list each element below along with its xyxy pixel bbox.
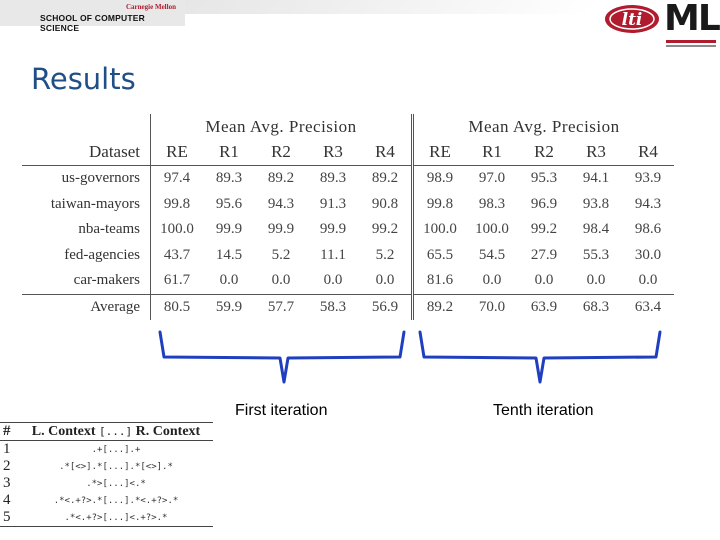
ctx-header: [19, 423, 213, 441]
average-cell: 57.7: [255, 294, 307, 320]
dataset-name: us-governors: [22, 166, 151, 192]
col-header: R2: [271, 142, 291, 162]
value-cell: 11.1: [320, 246, 346, 263]
value-cell: 98.4: [582, 221, 610, 238]
average-label: Average: [22, 294, 151, 320]
value-cell: 0.0: [219, 272, 239, 289]
ctx-row: [0, 458, 213, 475]
col-header: R3: [586, 142, 606, 162]
lti-logo: [604, 4, 660, 34]
first-iteration-label: First iteration: [235, 402, 328, 419]
value-cell: 97.4: [151, 166, 204, 192]
right-context-header: R. Context: [135, 423, 201, 439]
value-cell: 95.6: [215, 195, 243, 212]
table-row: [22, 268, 674, 294]
value-cell: 89.2: [255, 166, 307, 192]
value-cell: 5.2: [271, 246, 291, 263]
value-cell: 99.8: [151, 192, 204, 218]
average-cell: 70.0: [466, 294, 518, 320]
ml-logo-text: ML: [664, 0, 719, 39]
value-cell: 100.0: [413, 217, 467, 243]
ctx-row: [0, 441, 213, 459]
value-cell: 0.0: [586, 272, 606, 289]
value-cell: 5.2: [375, 246, 395, 263]
value-cell: 96.9: [530, 195, 558, 212]
value-cell: 30.0: [634, 246, 662, 263]
ctx-row-num: 3: [3, 475, 11, 491]
value-cell: 99.2: [371, 221, 399, 238]
group-header-first: Mean Avg. Precision: [151, 114, 413, 140]
value-cell: 99.9: [215, 221, 243, 238]
value-cell: 81.6: [413, 268, 467, 294]
corner-cell: [22, 114, 151, 140]
school-name: SCHOOL OF COMPUTER SCIENCE: [40, 13, 145, 33]
value-cell: 14.5: [215, 246, 243, 263]
ml-logo-stripe: [666, 40, 716, 43]
value-cell: 100.0: [475, 221, 509, 238]
table-row: [22, 166, 674, 192]
col-header: R4: [638, 142, 658, 162]
value-cell: 55.3: [582, 246, 610, 263]
value-cell: 94.1: [570, 166, 622, 192]
value-cell: 91.3: [319, 195, 347, 212]
results-table: [22, 114, 674, 320]
table-row: [22, 217, 674, 243]
average-cell: 63.4: [622, 294, 674, 320]
ctx-row-num: 2: [3, 458, 11, 474]
cmu-wordmark: Carnegie Mellon: [126, 3, 176, 11]
ctx-row-num: 1: [3, 441, 11, 457]
average-row: [22, 294, 674, 320]
ctx-pattern: .*<.+?>[...]<.+?>.*: [19, 509, 213, 527]
ml-logo: [664, 0, 719, 48]
average-cell: 89.2: [413, 294, 467, 320]
tenth-iteration-bracket: [420, 332, 660, 382]
ctx-num-header: #: [0, 423, 19, 441]
value-cell: 0.0: [482, 272, 502, 289]
ctx-row: [0, 475, 213, 492]
dataset-name: nba-teams: [78, 221, 140, 238]
cmu-logo-block: [0, 0, 185, 33]
table-row: [22, 192, 674, 218]
value-cell: 43.7: [151, 243, 204, 269]
average-cell: 63.9: [518, 294, 570, 320]
context-patterns-table: [0, 422, 213, 527]
dataset-name: taiwan-mayors: [50, 195, 140, 212]
value-cell: 89.2: [359, 166, 413, 192]
dataset-name: car-makers: [73, 272, 140, 289]
value-cell: 0.0: [271, 272, 291, 289]
col-header: R1: [219, 142, 239, 162]
value-cell: 97.0: [466, 166, 518, 192]
value-cell: 94.3: [267, 195, 295, 212]
value-cell: 98.3: [478, 195, 506, 212]
value-cell: 100.0: [151, 217, 204, 243]
value-cell: 98.9: [413, 166, 467, 192]
table-row: [22, 243, 674, 269]
ctx-row-num: 4: [3, 492, 11, 508]
ctx-pattern: .*>[...]<.*: [86, 478, 146, 489]
ctx-row-num: 5: [0, 509, 19, 527]
average-cell: 56.9: [359, 294, 413, 320]
left-context-header: L. Context: [31, 423, 96, 439]
ctx-pattern: .+[...].+: [91, 444, 141, 455]
dataset-header: Dataset: [89, 142, 140, 162]
col-header: R3: [323, 142, 343, 162]
value-cell: 99.2: [530, 221, 558, 238]
value-cell: 99.9: [267, 221, 295, 238]
average-cell: 80.5: [151, 294, 204, 320]
lti-logo-text: lti: [621, 10, 643, 30]
value-cell: 0.0: [323, 272, 343, 289]
slide-title: Results: [31, 62, 136, 96]
value-cell: 93.8: [582, 195, 610, 212]
tenth-iteration-label: Tenth iteration: [493, 402, 594, 419]
ctx-pattern: .*[<>].*[...].*[<>].*: [59, 461, 173, 472]
value-cell: 99.9: [319, 221, 347, 238]
value-cell: 90.8: [371, 195, 399, 212]
value-cell: 27.9: [530, 246, 558, 263]
value-cell: 93.9: [622, 166, 674, 192]
group-header-tenth: Mean Avg. Precision: [413, 114, 675, 140]
col-header: R4: [375, 142, 395, 162]
value-cell: 99.8: [413, 192, 467, 218]
col-header: R2: [534, 142, 554, 162]
value-cell: 89.3: [307, 166, 359, 192]
header-gradient-bar: [170, 0, 600, 14]
average-cell: 59.9: [203, 294, 255, 320]
value-cell: 89.3: [203, 166, 255, 192]
first-iteration-bracket: [160, 332, 404, 382]
value-cell: 95.3: [518, 166, 570, 192]
ctx-pattern: .*<.+?>.*[...].*<.+?>.*: [53, 495, 179, 506]
value-cell: 54.5: [478, 246, 506, 263]
col-header: RE: [151, 140, 204, 166]
value-cell: 65.5: [413, 243, 467, 269]
average-cell: 68.3: [570, 294, 622, 320]
value-cell: 0.0: [638, 272, 658, 289]
col-header: RE: [413, 140, 467, 166]
slide-header: [0, 0, 720, 52]
dataset-name: fed-agencies: [64, 246, 140, 263]
ctx-row: [0, 492, 213, 509]
value-cell: 0.0: [375, 272, 395, 289]
value-cell: 61.7: [151, 268, 204, 294]
average-cell: 58.3: [307, 294, 359, 320]
mid-header: [...]: [99, 424, 133, 438]
col-header: R1: [482, 142, 502, 162]
value-cell: 0.0: [534, 272, 554, 289]
value-cell: 98.6: [634, 221, 662, 238]
ctx-row: [0, 509, 213, 527]
value-cell: 94.3: [634, 195, 662, 212]
ml-logo-stripe-2: [666, 45, 716, 47]
